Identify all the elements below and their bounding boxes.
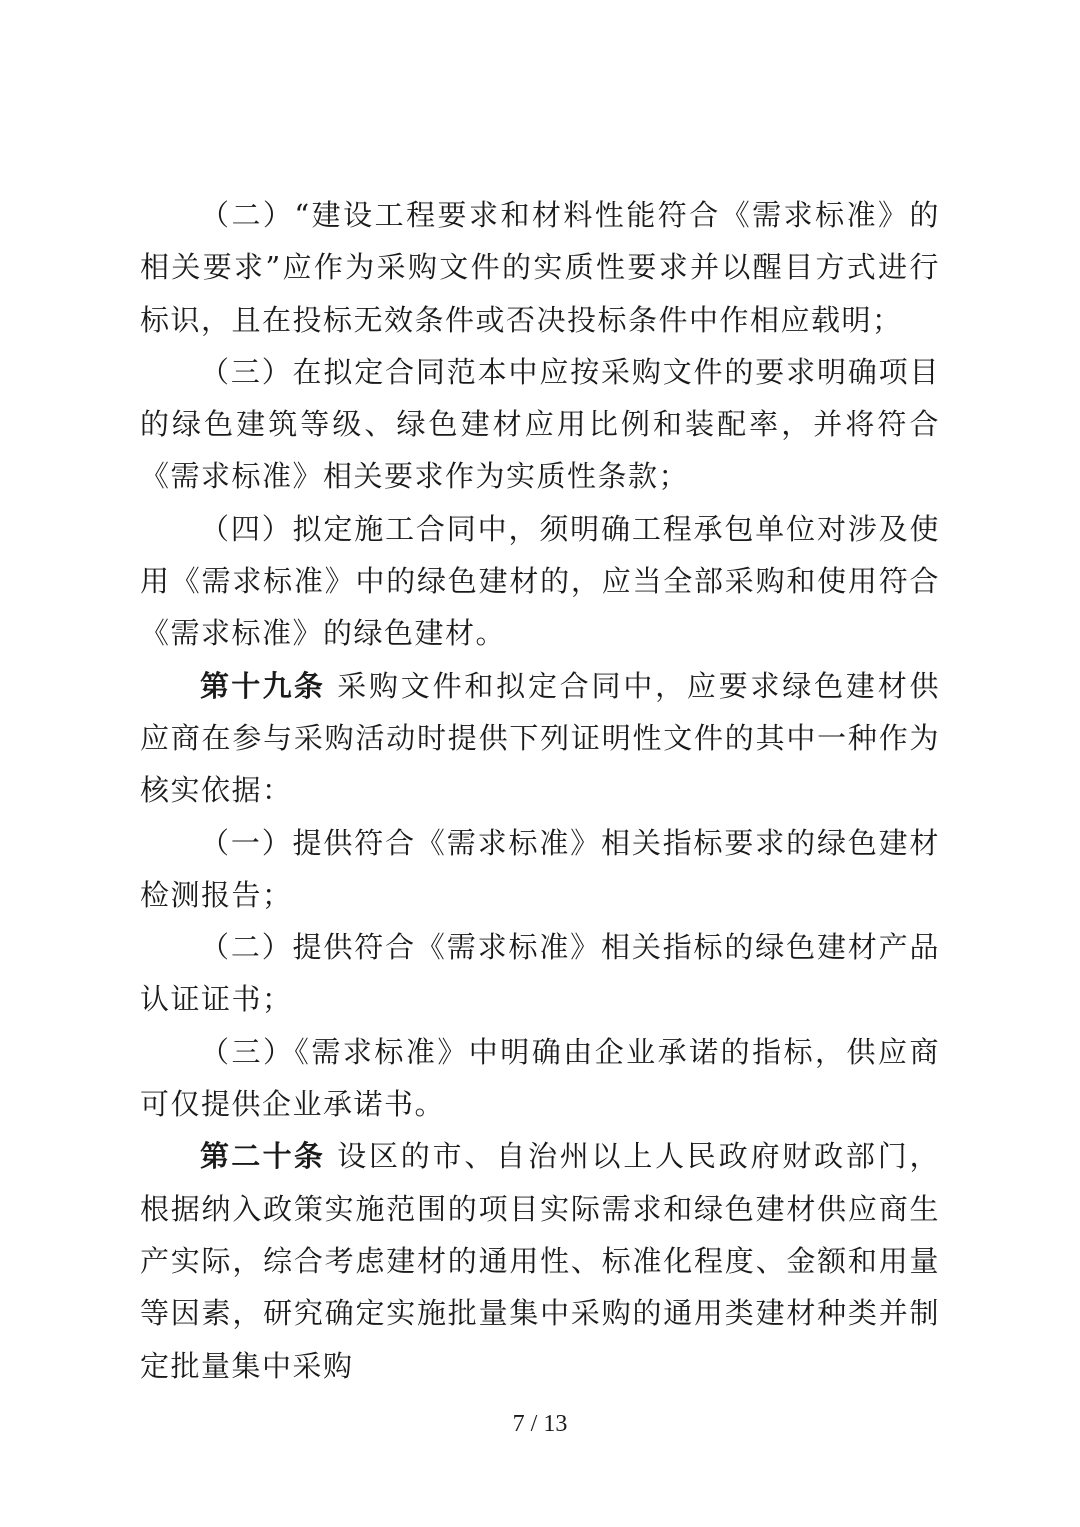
paragraph-item-2 [140,921,940,1026]
paragraph-text: （四）拟定施工合同中，须明确工程承包单位对涉及使用《需求标准》中的绿色建材的，应当全部采购和使用符合《需求标准》的绿色建材。 [140,511,940,651]
article-19 [140,660,940,817]
page-number: 7 / 13 [512,1411,568,1437]
article-20 [140,1130,940,1391]
article-heading: 第十九条 [200,668,326,703]
paragraph-text: （三）在拟定合同范本中应按采购文件的要求明确项目的绿色建筑等级、绿色建材应用比例和装配率，并将符合《需求标准》相关要求作为实质性条款； [140,354,940,494]
article-heading: 第二十条 [200,1139,326,1174]
paragraph-clause-3 [140,346,940,503]
paragraph-text: （三）《需求标准》中明确由企业承诺的指标，供应商可仅提供企业承诺书。 [140,1034,940,1122]
paragraph-text: （一）提供符合《需求标准》相关指标要求的绿色建材检测报告； [140,825,940,912]
paragraph-clause-4 [140,503,940,660]
paragraph-text: （二）提供符合《需求标准》相关指标的绿色建材产品认证证书； [140,930,940,1017]
paragraph-item-3 [140,1026,940,1131]
paragraph-text: 设区的市、自治州以上人民政府财政部门，根据纳入政策实施范围的项目实际需求和绿色建材供应商生产实际，综合考虑建材的通用性、标准化程度、金额和用量等因素，研究确定实施批量集中采购的通用类建材种类并制定批量集中采购 [140,1139,940,1383]
paragraph-item-1 [140,817,940,922]
paragraph-text: （二）“建设工程要求和材料性能符合《需求标准》的相关要求”应作为采购文件的实质性要求并以醒目方式进行标识，且在投标无效条件或否决投标条件中作相应载明； [140,198,940,337]
document-body [140,189,940,1392]
paragraph-text: 采购文件和拟定合同中，应要求绿色建材供应商在参与采购活动时提供下列证明性文件的其中一种作为核实依据： [140,668,940,808]
paragraph-clause-2 [140,189,940,346]
